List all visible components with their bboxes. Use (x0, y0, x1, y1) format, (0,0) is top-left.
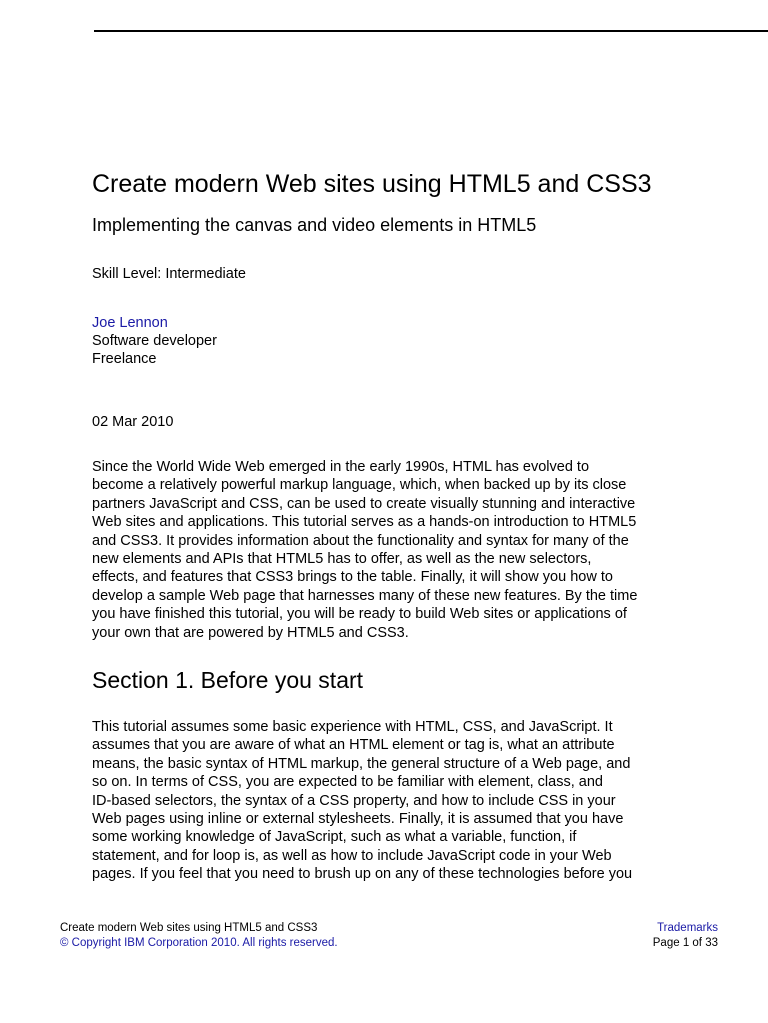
abstract-line: become a relatively powerful markup language, which, when backed up by its close (92, 477, 627, 494)
page-number: Page 1 of 33 (652, 937, 718, 949)
footer-copyright-link[interactable]: © Copyright IBM Corporation 2010. All rights reserved. (60, 937, 338, 949)
section-line: ID-based selectors, the syntax of a CSS property, and how to include CSS in your (92, 792, 616, 809)
abstract-line: you have finished this tutorial, you will be ready to build Web sites or applications of (92, 606, 627, 623)
footer-right (653, 921, 718, 951)
author-role: Software developer (92, 333, 217, 349)
abstract-line: and CSS3. It provides information about the functionality and syntax for many of the (92, 532, 629, 549)
abstract-line: your own that are powered by HTML5 and CSS3. (92, 624, 409, 641)
header-rule (94, 30, 768, 32)
abstract-line: effects, and features that CSS3 brings to the table. Finally, it will show you how to (92, 569, 613, 586)
abstract-line: Since the World Wide Web emerged in the early 1990s, HTML has evolved to (92, 459, 590, 475)
author-company: Freelance (92, 351, 157, 367)
abstract-paragraph (92, 458, 712, 642)
section-line: This tutorial assumes some basic experience with HTML, CSS, and JavaScript. It (92, 719, 613, 735)
author-block (92, 314, 217, 368)
abstract-line: new elements and APIs that HTML5 has to offer, as well as the new selectors, (92, 551, 592, 568)
skill-level: Skill Level: Intermediate (92, 266, 246, 282)
footer-left (60, 921, 338, 951)
section-heading: Section 1. Before you start (92, 667, 364, 693)
publish-date: 02 Mar 2010 (92, 414, 174, 430)
abstract-line: partners JavaScript and CSS, can be used to create visually stunning and interactive (92, 495, 636, 512)
document-title: Create modern Web sites using HTML5 and CSS3 (92, 170, 652, 198)
section-line: Web pages using inline or external stylesheets. Finally, it is assumed that you have (92, 811, 624, 828)
abstract-line: Web sites and applications. This tutorial serves as a hands-on introduction to HTML5 (92, 514, 637, 531)
section-line: so on. In terms of CSS, you are expected to be familiar with element, class, and (92, 774, 603, 791)
section-line: means, the basic syntax of HTML markup, the general structure of a Web page, and (92, 755, 631, 772)
section-line: statement, and for loop is, as well as how to include JavaScript code in your Web (92, 847, 612, 864)
footer-trademarks-link[interactable]: Trademarks (657, 922, 718, 934)
section-line: some working knowledge of JavaScript, such as what a variable, function, if (92, 829, 577, 846)
section-paragraph (92, 718, 712, 884)
section-line: assumes that you are aware of what an HTML element or tag is, what an attribute (92, 737, 615, 754)
abstract-line: develop a sample Web page that harnesses many of these new features. By the time (92, 587, 638, 604)
section-line: pages. If you feel that you need to brush up on any of these technologies before you (92, 866, 633, 883)
document-subtitle: Implementing the canvas and video elements in HTML5 (92, 215, 537, 235)
footer-document-title: Create modern Web sites using HTML5 and CSS3 (60, 922, 318, 934)
author-name-link[interactable]: Joe Lennon (92, 315, 168, 331)
